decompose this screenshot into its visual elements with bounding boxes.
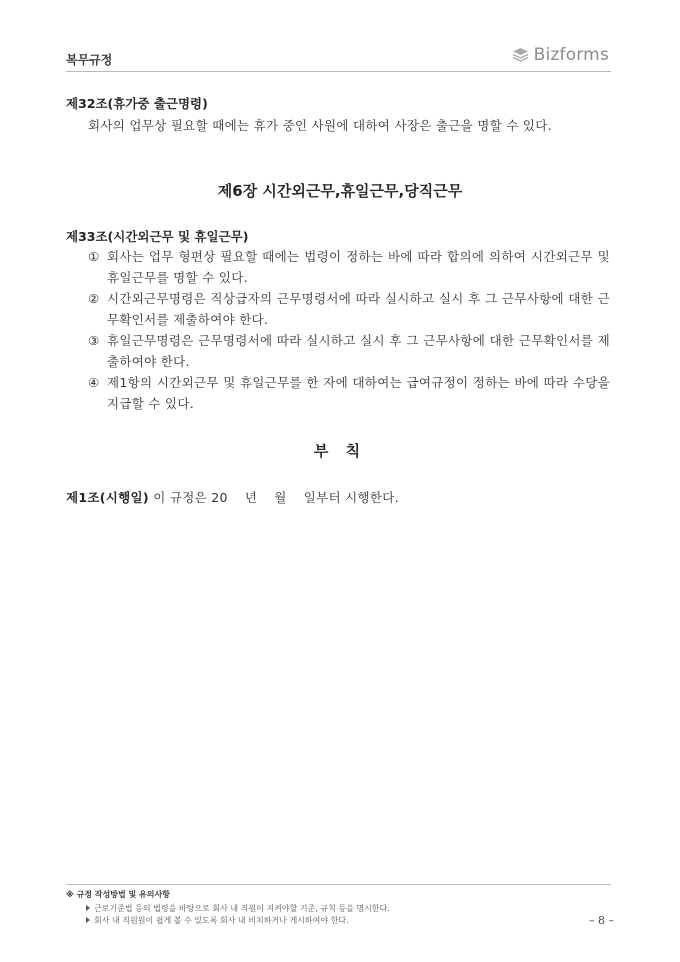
clause-2	[88, 288, 610, 330]
page-number: – 8 –	[589, 914, 614, 927]
clause-text: 휴일근무명령은 근무명령서에 따라 실시하고 실시 후 그 근무사항에 대한 근무확인서를 제출하여야 한다.	[107, 333, 610, 369]
clause-1	[88, 246, 610, 288]
clause-number: ①	[88, 249, 100, 264]
article-33-clauses	[88, 246, 610, 414]
footer-note-1	[86, 903, 390, 914]
article-32-text: 회사의 업무상 필요할 때에는 휴가 중인 사원에 대하여 사장은 출근을 명할 수 있다.	[88, 118, 552, 133]
brand-name: Bizforms	[533, 45, 609, 65]
footer-divider	[66, 884, 611, 885]
triangle-bullet-icon	[86, 917, 90, 923]
clause-text: 회사는 업무 형편상 필요할 때에는 법령이 정하는 바에 따라 합의에 의하여 시간외근무 및 휴일근무를 명할 수 있다.	[107, 249, 610, 285]
page-header	[66, 45, 611, 72]
footer-note-text: 회사 내 직원원이 쉽게 볼 수 있도록 회사 내 비치하거나 게시하여야 한다.	[94, 916, 349, 925]
clause-4	[88, 372, 610, 414]
triangle-bullet-icon	[86, 905, 90, 911]
chapter-6-title: 제6장 시간외근무,휴일근무,당직근무	[217, 182, 463, 200]
brand-logo	[512, 45, 609, 65]
clause-number: ③	[88, 333, 100, 348]
clause-text: 제1항의 시간외근무 및 휴일근무를 한 자에 대하여는 급여규정이 정하는 바에 따라 수당을 지급할 수 있다.	[107, 375, 610, 411]
stacked-layers-icon	[512, 47, 529, 63]
article-32-title: 제32조(휴가중 출근명령)	[66, 96, 208, 111]
supplementary-article-1	[66, 488, 399, 506]
clause-number: ④	[88, 375, 100, 390]
supplementary-title: 부 칙	[313, 442, 367, 460]
clause-3	[88, 330, 610, 372]
footer-note-2	[86, 915, 349, 926]
footer-note-title: ※ 규정 작성방법 및 유의사항	[66, 890, 170, 899]
clause-number: ②	[88, 291, 100, 306]
document-title: 복무규정	[66, 53, 113, 67]
clause-text: 시간외근무명령은 직상급자의 근무명령서에 따라 실시하고 실시 후 그 근무사항에 대한 근무확인서를 제출하여야 한다.	[107, 291, 610, 327]
supplementary-article-1-text: 이 규정은 20 년 월 일부터 시행한다.	[153, 490, 399, 505]
article-33-title: 제33조(시간외근무 및 휴일근무)	[66, 229, 249, 244]
footer-note-text: 근로기준법 등의 법령을 바탕으로 회사 내 직원이 지켜야할 기준, 규칙 등을 명시한다.	[94, 904, 390, 913]
supplementary-article-1-title: 제1조(시행일)	[66, 490, 149, 505]
